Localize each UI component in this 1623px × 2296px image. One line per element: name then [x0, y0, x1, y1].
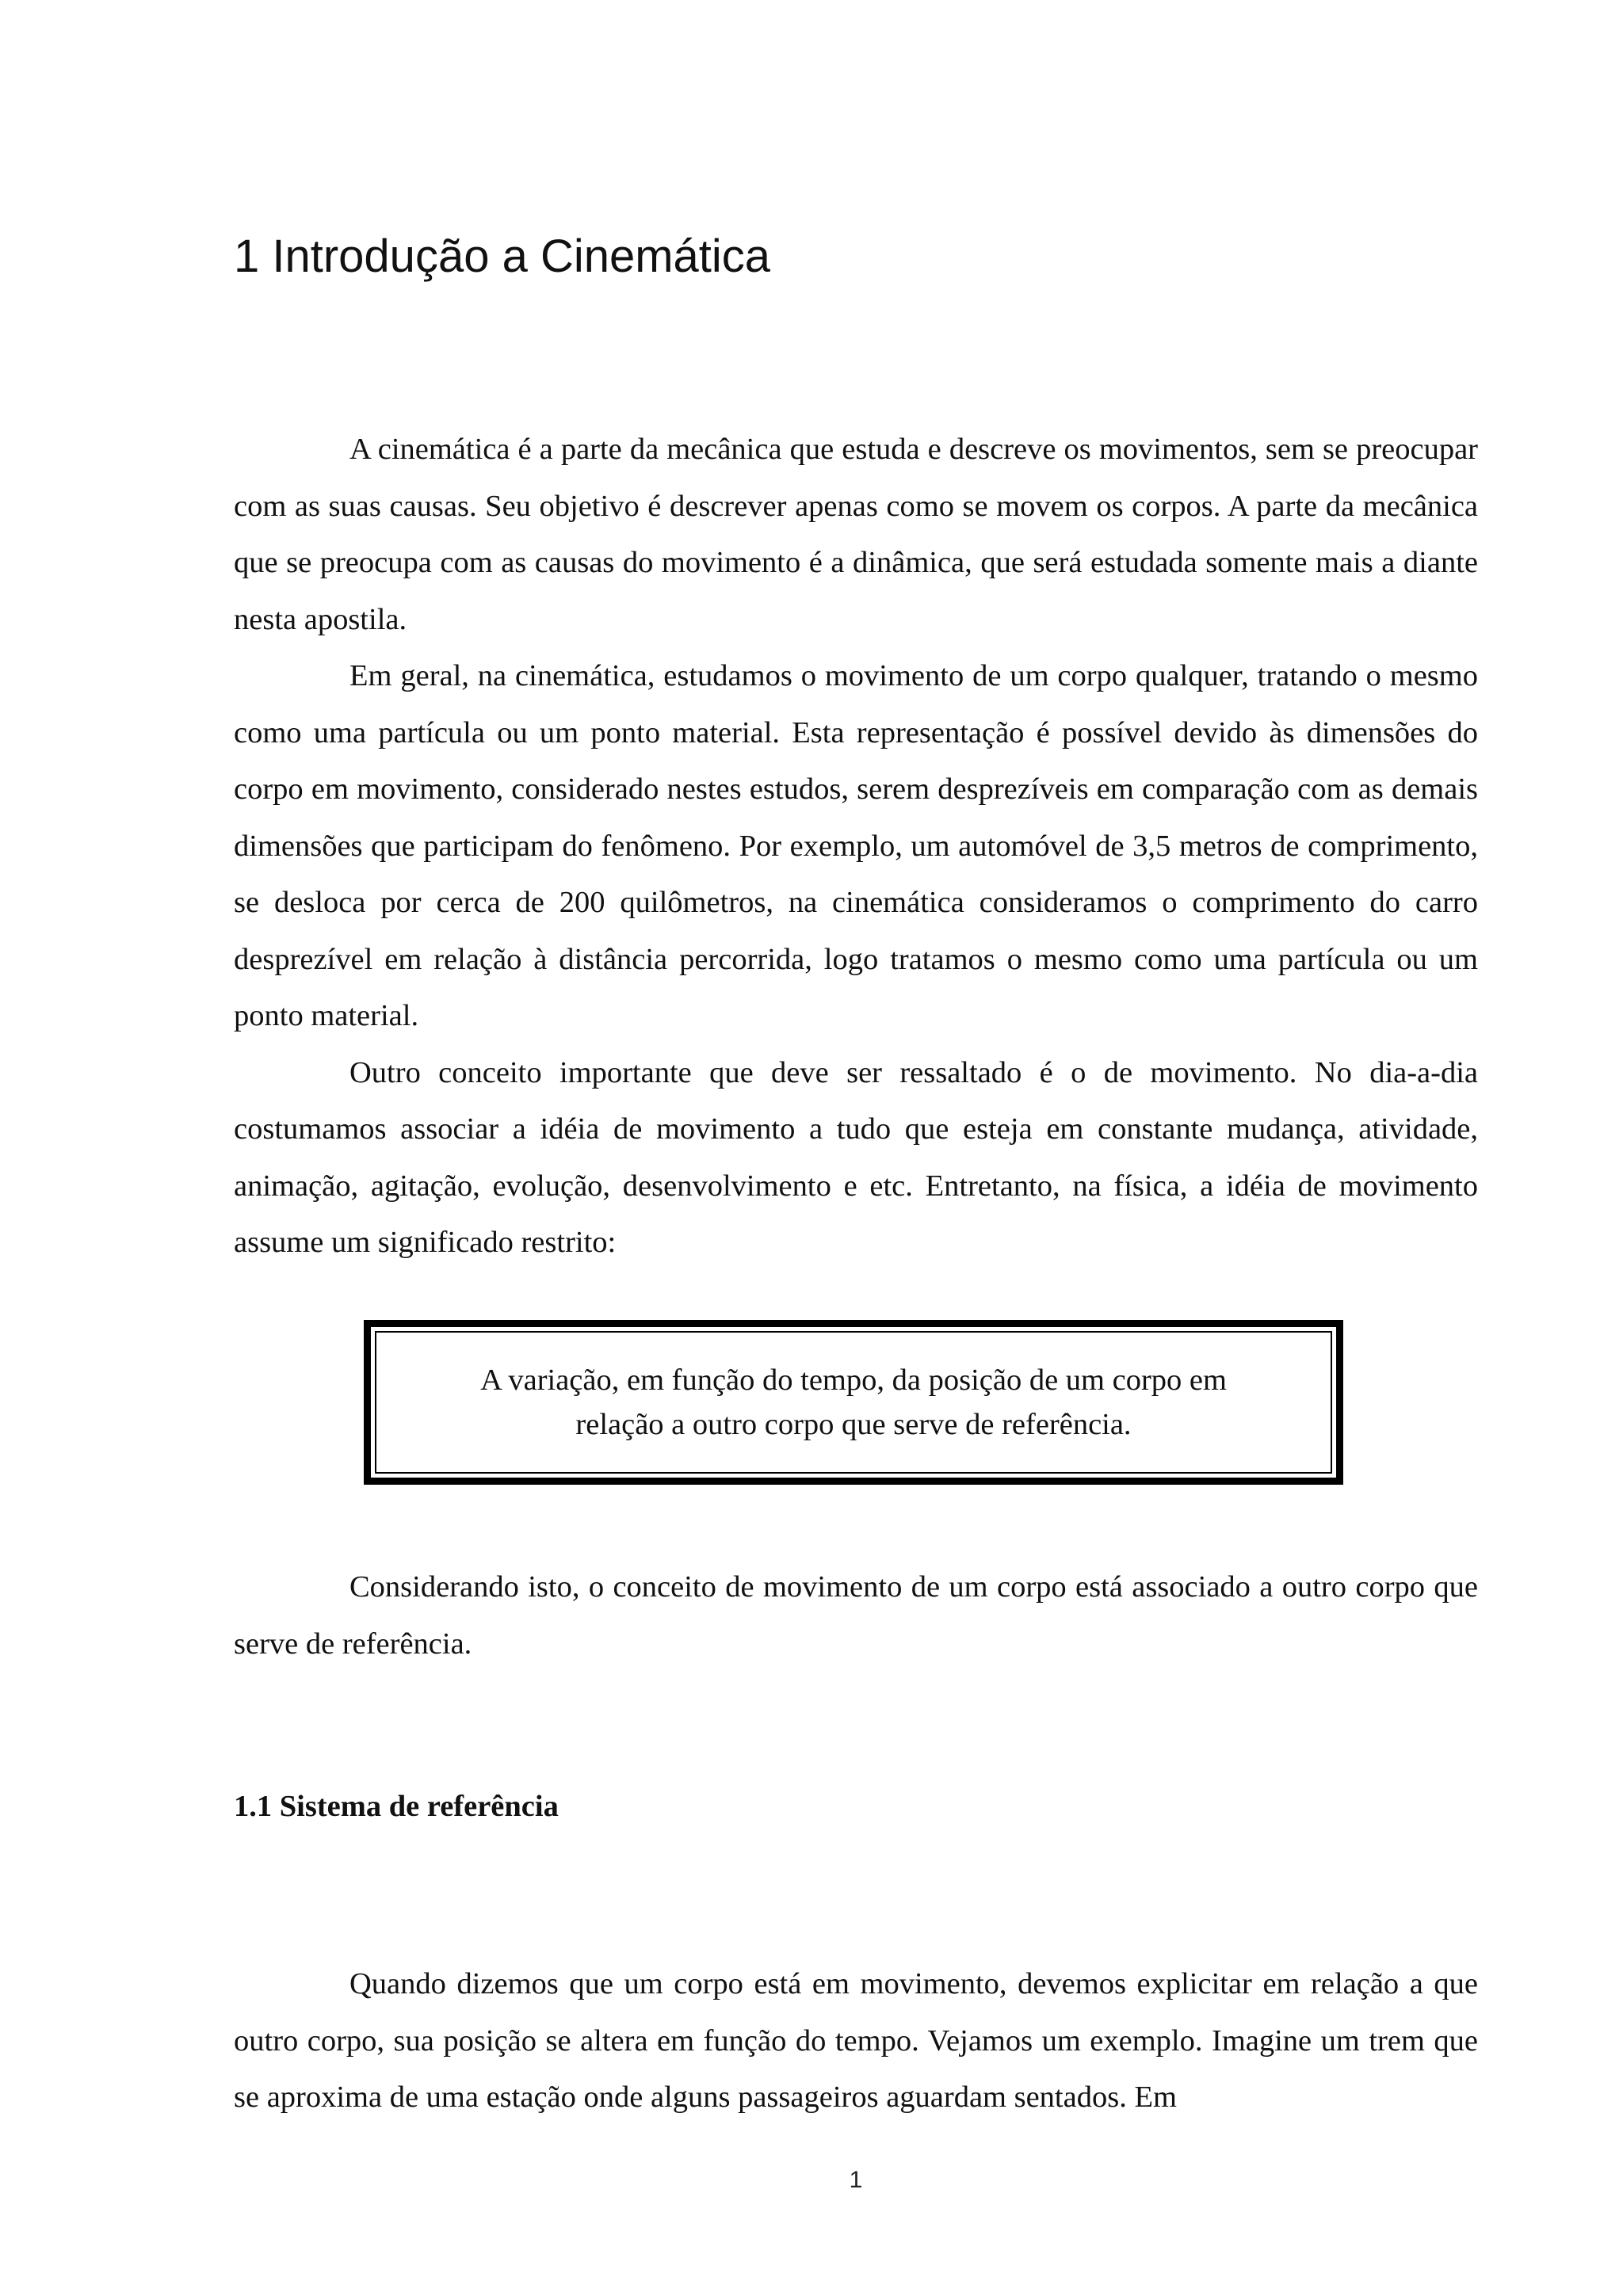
intro-text — [234, 421, 1478, 1272]
section-title: 1.1 Sistema de referência — [234, 1790, 559, 1823]
definition-inner-frame — [375, 1331, 1332, 1474]
definition-line-2: relação a outro corpo que serve de referência. — [575, 1408, 1132, 1441]
chapter-title: 1 Introdução a Cinemática — [234, 231, 771, 282]
page-number: 1 — [849, 2167, 863, 2193]
definition-box — [364, 1320, 1343, 1485]
intro-paragraph-1: A cinemática é a parte da mecânica que estuda e descreve os movimentos, sem se preocupar com as suas causas. Seu objetivo é descrever apenas como se movem os corpos. A parte da mecânica que se preocupa com as causas do movimento é a dinâmica, que será estudada somente mais a diante nesta apostila. — [234, 433, 1478, 636]
definition-line-1: A variação, em função do tempo, da posição de um corpo em — [480, 1363, 1227, 1397]
document-page — [234, 0, 1478, 2296]
intro-paragraph-3: Outro conceito importante que deve ser ressaltado é o de movimento. No dia-a-dia costumamos associar a idéia de movimento a tudo que esteja em constante mudança, atividade, animação, agitação, evolução, desenvolvimento e etc. Entretanto, na física, a idéia de movimento assume um significado restrito: — [234, 1055, 1478, 1259]
conclusion-text — [234, 1559, 1478, 1672]
intro-paragraph-2: Em geral, na cinemática, estudamos o movimento de um corpo qualquer, tratando o mesmo como uma partícula ou um ponto material. Esta representação é possível devido às dimensões do corpo em movimento, considerado nestes estudos, serem desprezíveis em comparação com as demais dimensões que participam do fenômeno. Por exemplo, um automóvel de 3,5 metros de comprimento, se desloca por cerca de 200 quilômetros, na cinemática consideramos o comprimento do carro desprezível em relação à distância percorrida, logo tratamos o mesmo como uma partícula ou um ponto material. — [234, 659, 1478, 1032]
section-text — [234, 1956, 1478, 2126]
conclusion-paragraph: Considerando isto, o conceito de movimento de um corpo está associado a outro corpo que serve de referência. — [234, 1570, 1478, 1661]
definition-text — [480, 1358, 1227, 1447]
section-paragraph: Quando dizemos que um corpo está em movimento, devemos explicitar em relação a que outro corpo, sua posição se altera em função do tempo. Vejamos um exemplo. Imagine um trem que se aproxima de uma estação onde alguns passageiros aguardam sentados. Em — [234, 1967, 1478, 2114]
